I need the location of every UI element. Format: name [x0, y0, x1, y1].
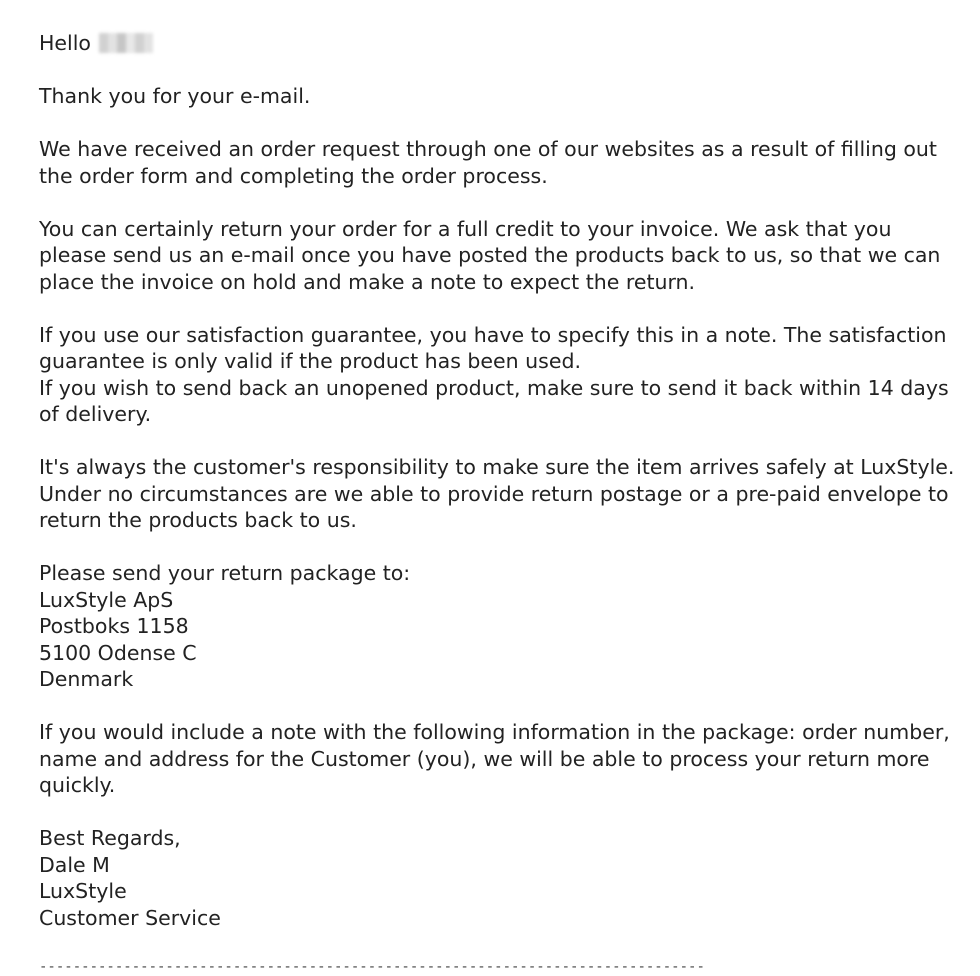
paragraph-order-request: We have received an order request through one of our websites as a result of filling out the order form and completing the order process. [39, 137, 937, 188]
paragraph-return-credit: You can certainly return your order for a full credit to your invoice. We ask that you please send us an e-mail once you have posted the products back to us, so that we can place the invoice on hold and make a note to expect the return. [39, 216, 941, 294]
redacted-name [99, 33, 153, 53]
paragraph-responsibility: It's always the customer's responsibility to make sure the item arrives safely at LuxStyle. Under no circumstances are we able to provide return postage or a pre-paid envelope to return the products back to us. [39, 455, 955, 532]
guarantee-note: If you use our satisfaction guarantee, you have to specify this in a note. The satisfaction guarantee is only valid if the product has been used. [39, 322, 947, 373]
paragraph-include-note: If you would include a note with the following information in the package: order number, name and address for the Customer (you), we will be able to process your return more quickly. [39, 720, 950, 797]
signature-block [39, 825, 959, 931]
address-intro: Please send your return package to: [39, 561, 411, 585]
address-company: LuxStyle ApS [39, 587, 174, 612]
address-country: Denmark [39, 667, 134, 691]
address-city: 5100 Odense C [39, 640, 197, 665]
greeting-text: Hello [39, 31, 91, 55]
email-body [39, 30, 959, 958]
separator-line: ------------------------------------------------------------------------------- [39, 959, 705, 975]
address-box: Postboks 1158 [39, 614, 189, 638]
unopened-product-note: If you wish to send back an unopened product, make sure to send it back within 14 days of delivery. [39, 375, 949, 426]
paragraph-guarantee [39, 322, 959, 428]
greeting-line [39, 30, 959, 57]
signoff-name: Dale M [39, 852, 110, 877]
return-address-block [39, 560, 959, 693]
signoff-regards: Best Regards, [39, 826, 181, 850]
signoff-company: LuxStyle [39, 879, 127, 903]
signoff-department: Customer Service [39, 905, 221, 930]
paragraph-thanks: Thank you for your e-mail. [39, 84, 311, 108]
